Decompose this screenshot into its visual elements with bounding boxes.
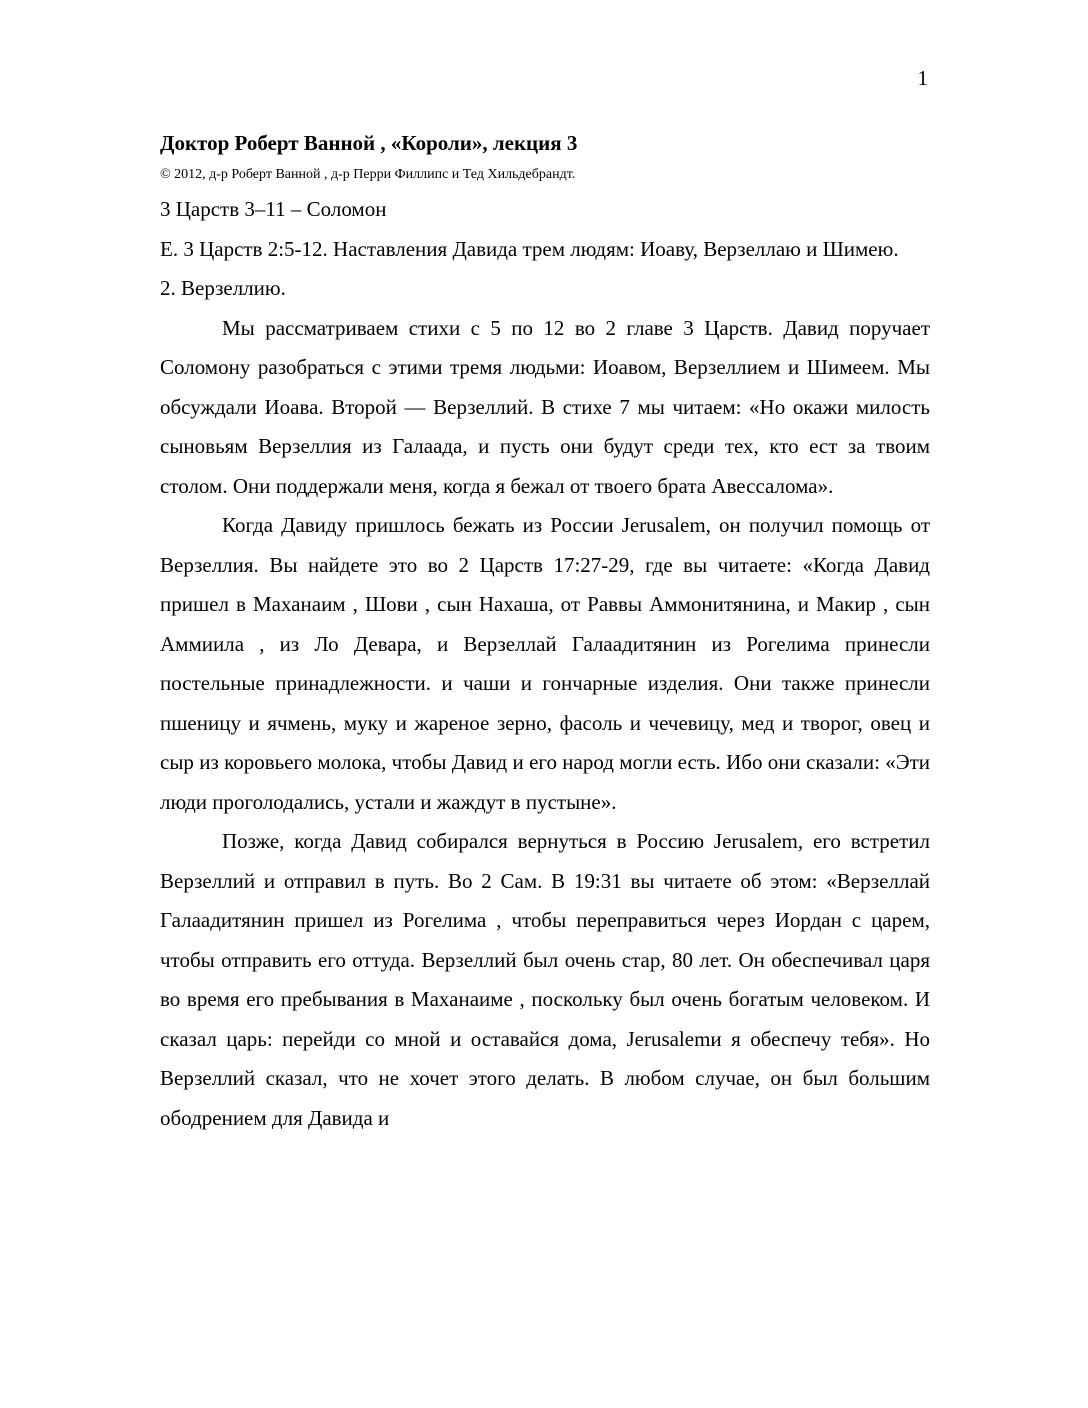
section-heading: 3 Царств 3–11 – Соломон [160,197,387,221]
point-heading: 2. Верзеллию. [160,276,286,300]
copyright-line: © 2012, д-р Роберт Ванной , д-р Перри Филлипс и Тед Хильдебрандт. [160,167,576,182]
page-number: 1 [917,66,928,90]
document-title: Доктор Роберт Ванной , «Короли», лекция 3 [160,131,578,155]
document-body [160,126,930,1138]
subsection-heading: E. 3 Царств 2:5-12. Наставления Давида трем людям: Иоаву, Верзеллаю и Шимею. [160,236,899,261]
paragraph: Когда Давиду пришлось бежать из России Jerusalem, он получил помощь от Верзеллия. Вы найдете это во 2 Царств 17:27-29, где вы читаете: «Когда Давид пришел в Маханаим , Шови , сын Нахаша, от Раввы Аммонитянина, и Макир , сын Аммиила , из Ло Девара, и Верзеллай Галаадитянин из Рогелима принесли постельные принадлежности. и чаши и гончарные изделия. Они также принесли пшеницу и ячмень, муку и жареное зерно, фасоль и чечевицу, мед и творог, овец и сыр из коровьего молока, чтобы Давид и его народ могли есть. Ибо они сказали: «Эти люди проголодались, устали и жаждут в пустыне». [160,513,930,814]
paragraph: Мы рассматриваем стихи с 5 по 12 во 2 главе 3 Царств. Давид поручает Соломону разобраться с этими тремя людьми: Иоавом, Верзеллием и Шимеем. Мы обсуждали Иоава. Второй — Верзеллий. В стихе 7 мы читаем: «Но окажи милость сыновьям Верзеллия из Галаада, и пусть они будут среди тех, кто ест за твоим столом. Они поддержали меня, когда я бежал от твоего брата Авессалома». [160,315,930,498]
paragraph: Позже, когда Давид собирался вернуться в Россию Jerusalem, его встретил Верзеллий и отправил в путь. Во 2 Сам. В 19:31 вы читаете об этом: «Верзеллай Галаадитянин пришел из Рогелима , чтобы переправиться через Иордан с царем, чтобы отправить его оттуда. Верзеллий был очень стар, 80 лет. Он обеспечивал царя во время его пребывания в Маханаиме , поскольку был очень богатым человеком. И сказал царь: перейди со мной и оставайся дома, Jerusalemи я обеспечу тебя». Но Верзеллий сказал, что не хочет этого делать. В любом случае, он был большим ободрением для Давида и [160,829,930,1130]
